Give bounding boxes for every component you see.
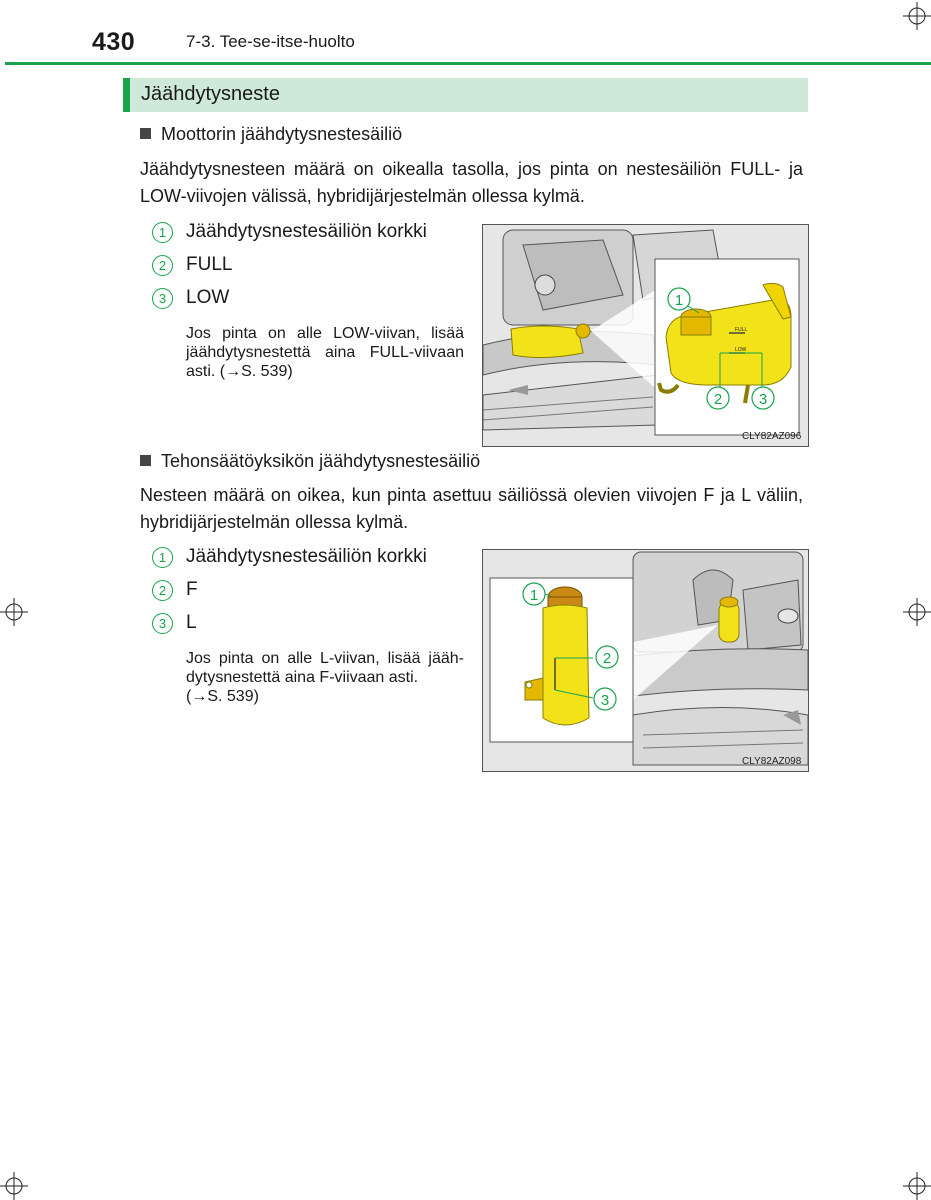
callout-number-icon: 1 [152, 222, 173, 243]
callout-number-icon: 3 [152, 613, 173, 634]
paragraph-line: Jäähdytysnesteen määrä on oikealla tasolla, jos pinta on nestesäiliön FULL- ja [140, 159, 803, 179]
legend-label: L [186, 612, 197, 633]
engine-legend-item-3 [152, 287, 472, 311]
callout-number-icon: 2 [152, 255, 173, 276]
engine-legend-item-1 [152, 221, 472, 245]
legend-label: FULL [186, 254, 233, 275]
section-heading-bar [123, 78, 808, 112]
engine-reservoir-heading-text: Moottorin jäähdytysnestesäiliö [161, 124, 403, 144]
legend-label: Jäähdytysnestesäiliön korkki [186, 546, 427, 567]
pcu-legend-item-3 [152, 612, 472, 636]
figure-code: CLY82AZ096 [742, 431, 802, 442]
engine-legend-item-2 [152, 254, 472, 278]
note-line: jäähdytysnestettä aina FULL-viivaan [186, 344, 464, 361]
note-line: Jos pinta on alle L-viivan, lisää jääh- [186, 650, 464, 667]
note-line: Jos pinta on alle LOW-viivan, lisää [186, 325, 464, 342]
paragraph-line: hybridijärjestelmän ollessa kylmä. [140, 512, 409, 532]
note-line: asti. (→S. 539) [186, 363, 293, 380]
figure-callout-2: 2 [602, 650, 612, 667]
note-line: (→S. 539) [186, 688, 259, 705]
page-number: 430 [92, 28, 136, 56]
paragraph-line: LOW-viivojen välissä, hybridijärjestelmän ollessa kylmä. [140, 186, 585, 206]
paragraph-line: Nesteen määrä on oikea, kun pinta asettuu säiliössä olevien viivojen F ja L väliin, [140, 485, 803, 505]
legend-label: Jäähdytysnestesäiliön korkki [186, 221, 427, 242]
callout-number-icon: 2 [152, 580, 173, 601]
figure-callout-3: 3 [758, 391, 768, 408]
callout-number-icon: 3 [152, 288, 173, 309]
chapter-title: 7-3. Tee-se-itse-huolto [186, 32, 355, 51]
figure-low-mark: LOW [735, 347, 747, 353]
figure-full-mark: FULL [735, 327, 748, 333]
registration-mark-bottom-left-icon [0, 1172, 28, 1200]
pcu-reservoir-figure [482, 549, 809, 772]
legend-label: F [186, 579, 198, 600]
figure-code: CLY82AZ098 [742, 756, 802, 767]
square-bullet-icon [140, 455, 151, 466]
engine-bay-illustration [483, 550, 808, 771]
figure-callout-2: 2 [713, 391, 723, 408]
header-rule [5, 62, 931, 65]
pcu-legend-item-2 [152, 579, 472, 603]
pcu-reservoir-heading-text: Tehonsäätöyksikön jäähdytysnestesäiliö [161, 451, 481, 471]
registration-mark-right-icon [903, 598, 931, 626]
note-line: dytysnestettä aina F-viivaan asti. [186, 669, 419, 686]
engine-bay-illustration [483, 225, 808, 446]
legend-label: LOW [186, 287, 230, 308]
pcu-legend-item-1 [152, 546, 472, 570]
square-bullet-icon [140, 128, 151, 139]
engine-reservoir-figure [482, 224, 809, 447]
pcu-reservoir-heading [140, 451, 480, 472]
section-title: Jäähdytysneste [141, 83, 280, 105]
pcu-reservoir-paragraph [140, 482, 803, 536]
registration-mark-left-icon [0, 598, 28, 626]
figure-callout-1: 1 [674, 292, 684, 309]
figure-callout-1: 1 [529, 587, 539, 604]
callout-number-icon: 1 [152, 547, 173, 568]
engine-reservoir-note [186, 324, 464, 381]
registration-mark-bottom-right-icon [903, 1172, 931, 1200]
registration-mark-top-right-icon [903, 2, 931, 30]
figure-callout-3: 3 [600, 692, 610, 709]
engine-reservoir-heading [140, 124, 402, 145]
pcu-reservoir-note [186, 649, 464, 706]
engine-reservoir-paragraph [140, 156, 803, 210]
